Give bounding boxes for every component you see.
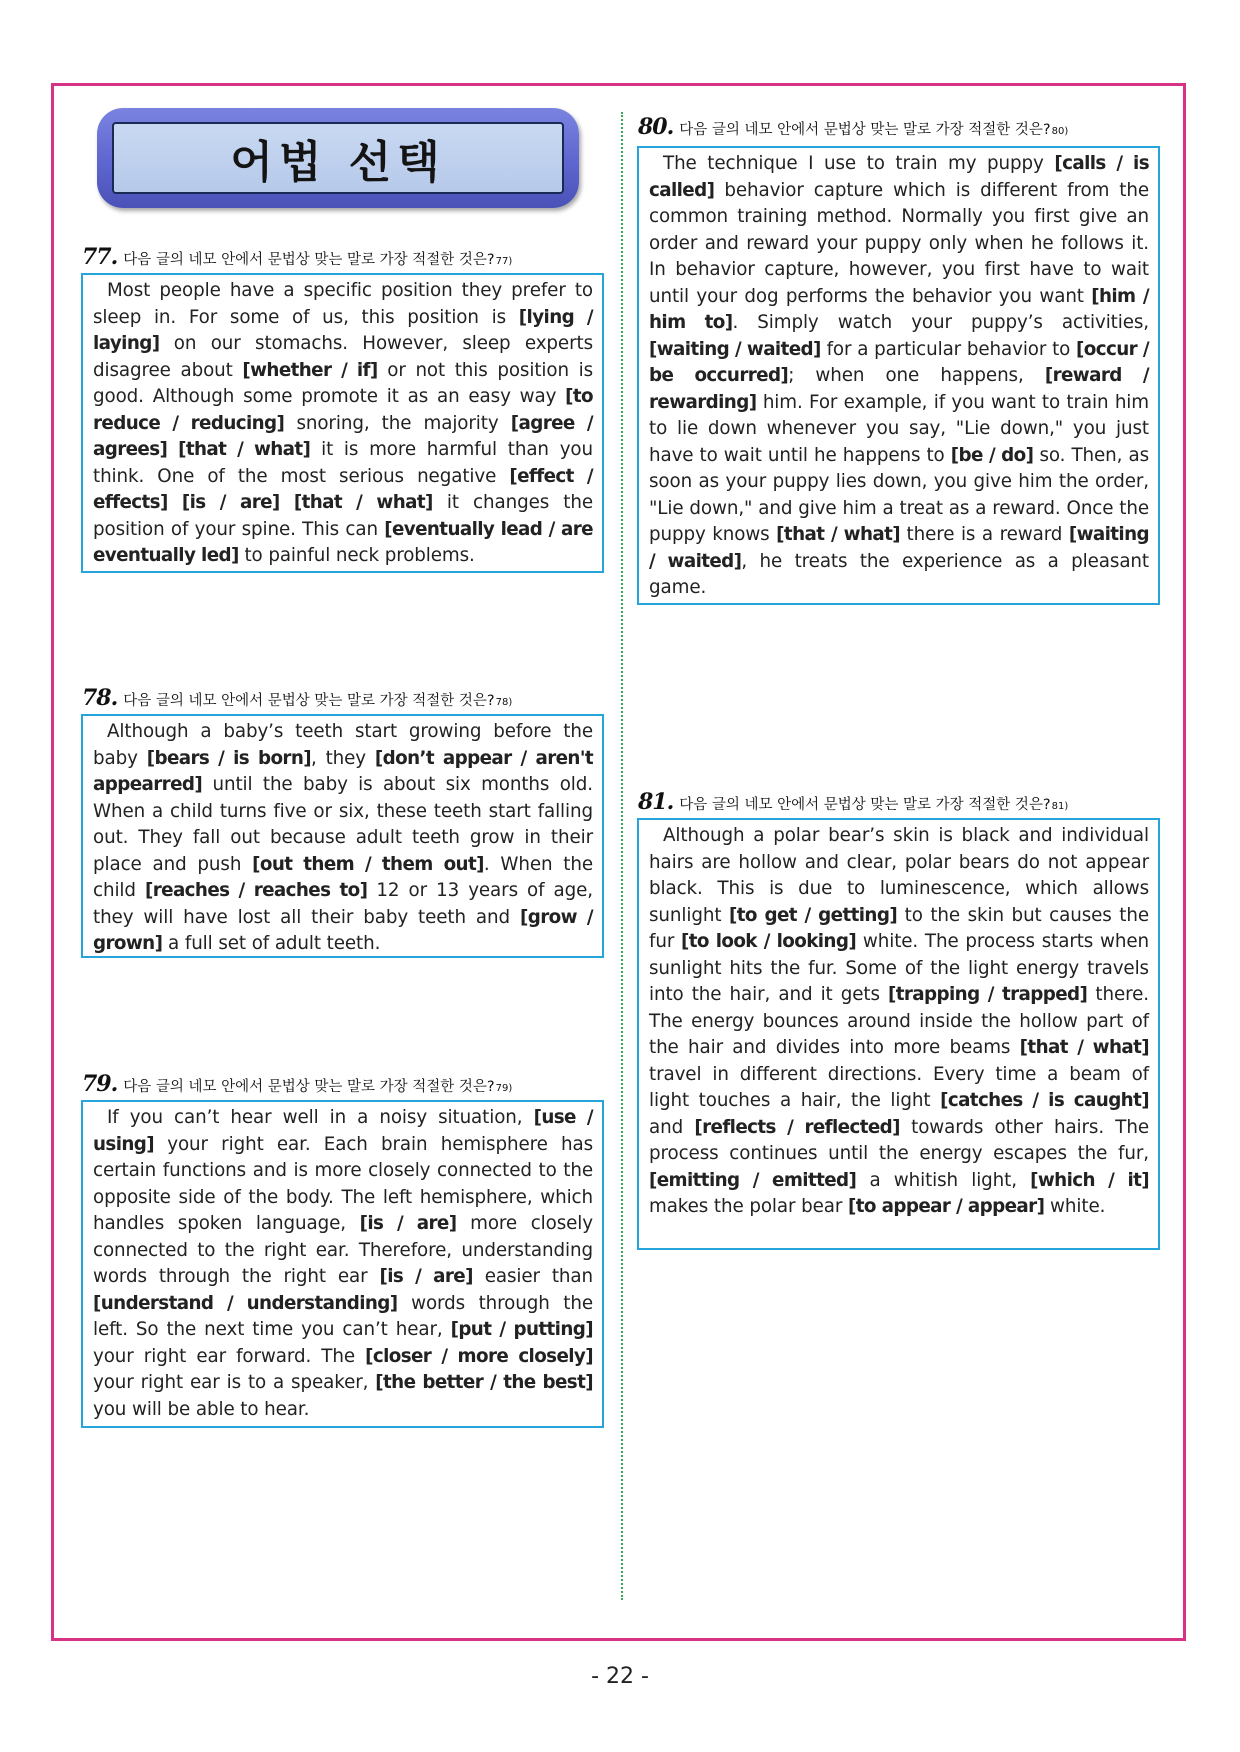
section-title-panel: [112, 122, 564, 194]
question-instruction: 다음 글의 네모 안에서 문법상 맞는 말로 가장 적절한 것은?: [679, 797, 1051, 813]
answer-choice: [him / him to]: [649, 285, 1149, 333]
passage-box-77: [81, 273, 604, 573]
passage-text: If you can’t hear well in a noisy situation, [use / using] your right ear. Each brain hemisphere has certain functions and is more closely connected to the opposite side of the body. The left hemisphere, which handles spoken language, [is / are] more closely connected to the right ear. Therefore, understanding words through the right ear [is / are] easier than [understand / understanding] words through the left. So the next time you can’t hear, [put / putting] your right ear forward. The [closer / more closely] your right ear is to a speaker, [the better / the best] you will be able to hear.: [93, 1107, 594, 1420]
answer-choice: [that / what]: [1019, 1037, 1149, 1058]
answer-choice: [trapping / trapped]: [887, 984, 1088, 1005]
answer-choice: [eventually lead / are eventually led]: [93, 518, 593, 566]
answer-choice: [be / do]: [950, 444, 1034, 466]
answer-choice: [waiting / waited]: [649, 338, 821, 360]
answer-choice: [to look / looking]: [681, 931, 857, 952]
section-title: 어법 선택: [230, 137, 446, 188]
answer-choice: [put / putting]: [450, 1319, 594, 1340]
passage-text: Although a baby’s teeth start growing before the baby [bears / is born], they [don’t appear / aren't appearred] until the baby is about six months old. When a child turns five or six, these teeth start falling out. They fall out because adult teeth grow in their place and push [out them / them out]. When the child [reaches / reaches to] 12 or 13 years of age, they will have lost all their baby teeth and [grow / grown] a full set of adult teeth.: [93, 721, 593, 954]
answer-choice: [catches / is caught]: [940, 1090, 1149, 1111]
question-number: 78.: [82, 685, 118, 711]
answer-choice: [don’t appear / aren't appearred]: [93, 747, 593, 795]
answer-choice: [understand / understanding]: [93, 1292, 398, 1314]
answer-choice: [emitting / emitted]: [649, 1169, 857, 1191]
answer-choice: [occur / be occurred]: [649, 338, 1149, 386]
answer-choice: [bears / is born]: [146, 747, 311, 769]
answer-choice: [that / what]: [776, 524, 900, 545]
question-78-header: [82, 685, 512, 711]
answer-choice: [which / it]: [1030, 1169, 1150, 1191]
answer-choice: [lying / laying]: [93, 306, 593, 354]
answer-choice: [calls / is called]: [649, 153, 1149, 201]
column-divider: [621, 112, 623, 1600]
answer-choice: [waiting / waited]: [649, 524, 1149, 572]
passage-box-78: [81, 714, 604, 958]
question-79-header: [82, 1071, 512, 1097]
question-instruction: 다음 글의 네모 안에서 문법상 맞는 말로 가장 적절한 것은?: [123, 252, 495, 268]
question-instruction: 다음 글의 네모 안에서 문법상 맞는 말로 가장 적절한 것은?: [123, 1079, 495, 1095]
answer-choice: [is / are]: [359, 1213, 457, 1234]
section-title-banner: [97, 108, 579, 208]
answer-choice: [use / using]: [93, 1107, 594, 1155]
question-instruction: 다음 글의 네모 안에서 문법상 맞는 말로 가장 적절한 것은?: [679, 122, 1051, 138]
passage-box-80: [637, 146, 1160, 605]
question-80-header: [638, 114, 1068, 140]
question-81-header: [638, 789, 1068, 815]
answer-choice: [is / are]: [181, 492, 280, 513]
answer-choice: [is / are]: [379, 1266, 473, 1287]
question-number: 79.: [82, 1071, 118, 1097]
question-number: 81.: [638, 789, 674, 815]
question-77-header: [82, 244, 512, 270]
page-number: - 22 -: [591, 1664, 649, 1689]
question-instruction: 다음 글의 네모 안에서 문법상 맞는 말로 가장 적절한 것은?: [123, 693, 495, 709]
passage-box-79: [81, 1100, 604, 1428]
answer-choice: [agree / agrees]: [93, 412, 593, 460]
passage-text: The technique I use to train my puppy [calls / is called] behavior capture which is different from the common training method. Normally you first give an order and reward your puppy only when he follows it. In behavior capture, however, you first have to wait until your dog performs the behavior you want [him / him to]. Simply watch your puppy’s activities, [waiting / waited] for a particular behavior to [occur / be occurred]; when one happens, [reward / rewarding] him. For example, if you want to train him to lie down whenever you say, "Lie down," you just have to wait until he happens to [be / do] so. Then, as soon as your puppy lies down, you give him the order, "Lie down," and give him a treat as a reward. Once the puppy knows [that / what] there is a reward [waiting / waited], he treats the experience as a pleasant game.: [649, 153, 1150, 598]
answer-choice: [effect / effects]: [93, 465, 593, 513]
question-footnote: 77): [495, 256, 513, 267]
question-number: 80.: [638, 114, 674, 140]
answer-choice: [reflects / reflected]: [694, 1116, 900, 1138]
answer-choice: [to appear / appear]: [848, 1196, 1045, 1217]
answer-choice: [that / what]: [178, 439, 311, 460]
answer-choice: [to reduce / reducing]: [93, 386, 593, 434]
answer-choice: [grow / grown]: [93, 906, 593, 954]
question-footnote: 80): [1051, 126, 1069, 137]
answer-choice: [the better / the best]: [375, 1372, 593, 1393]
question-footnote: 78): [495, 697, 513, 708]
answer-choice: [that / what]: [293, 492, 433, 513]
answer-choice: [reward / rewarding]: [649, 365, 1149, 413]
question-footnote: 81): [1051, 801, 1069, 812]
passage-box-81: [637, 818, 1160, 1250]
answer-choice: [whether / if]: [242, 359, 378, 381]
answer-choice: [reaches / reaches to]: [144, 880, 368, 901]
passage-text: Although a polar bear’s skin is black and individual hairs are hollow and clear, polar bears do not appear black. This is due to luminescence, which allows sunlight [to get / getting] to the skin but causes the fur [to look / looking] white. The process starts when sunlight hits the fur. Some of the light energy travels into the hair, and it gets [trapping / trapped] there. The energy bounces around inside the hollow part of the hair and divides into more beams [that / what] travel in different directions. Every time a beam of light touches a hair, the light [catches / is caught] and [reflects / reflected] towards other hairs. The process continues until the energy escapes the fur, [emitting / emitted] a whitish light, [which / it] makes the polar bear [to appear / appear] white.: [649, 825, 1150, 1217]
question-number: 77.: [82, 244, 118, 270]
answer-choice: [out them / them out]: [252, 853, 484, 875]
answer-choice: [to get / getting]: [728, 904, 898, 926]
question-footnote: 79): [495, 1083, 513, 1094]
answer-choice: [closer / more closely]: [365, 1345, 593, 1367]
passage-text: Most people have a specific position they prefer to sleep in. For some of us, this position is [lying / laying] on our stomachs. However, sleep experts disagree about [whether / if] or not this position is good. Although some promote it as an easy way [to reduce / reducing] snoring, the majority [agree / agrees] [that / what] it is more harmful than you think. One of the most serious negative [effect / effects] [is / are] [that / what] it changes the position of your spine. This can [eventually lead / are eventually led] to painful neck problems.: [93, 280, 594, 566]
